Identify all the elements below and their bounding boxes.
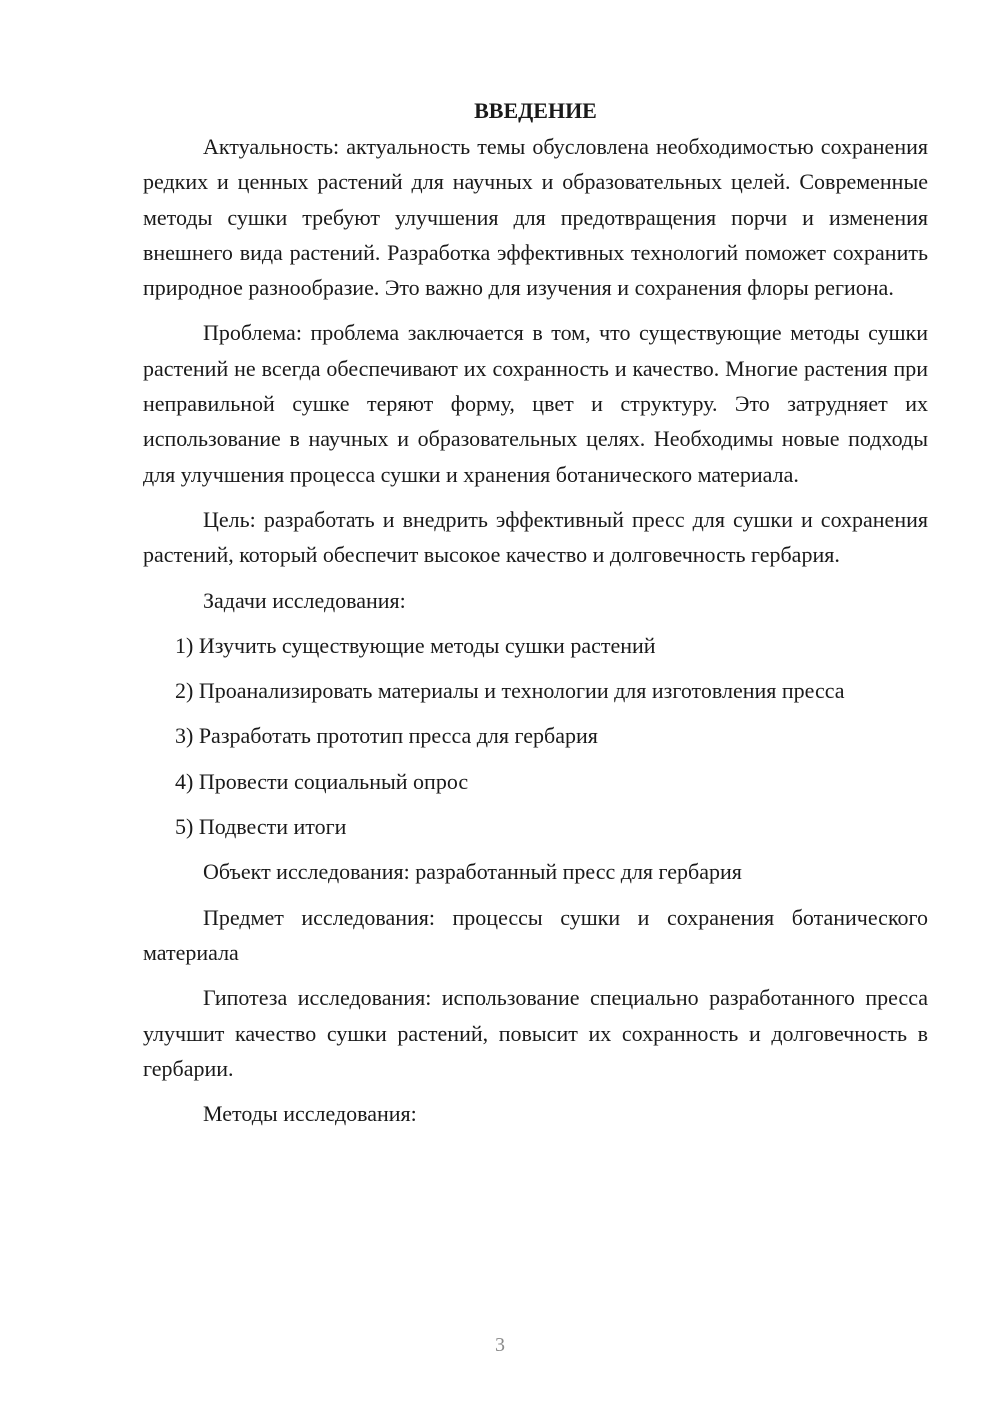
hypothesis-paragraph: Гипотеза исследования: использование специально разработанного пресса улучшит качество сушки растений, повысит их сохранность и долговечность в гербарии. [143,985,928,1081]
methods-heading: Методы исследования: [203,1101,417,1127]
task-item-4: 4) Провести социальный опрос [175,768,469,794]
task-item-3: 3) Разработать прототип пресса для гербария [175,723,598,749]
section-title: ВВЕДЕНИЕ [474,98,597,123]
object-paragraph: Объект исследования: разработанный пресс для гербария [203,859,742,885]
task-item-5: 5) Подвести итоги [175,814,347,840]
page-number: 3 [495,1334,505,1356]
goal-paragraph: Цель: разработать и внедрить эффективный пресс для сушки и сохранения растений, который обеспечит высокое качество и долговечность гербария. [143,506,928,568]
document-page [143,95,928,1141]
tasks-heading: Задачи исследования: [203,587,406,613]
task-item-1: 1) Изучить существующие методы сушки растений [175,632,656,658]
subject-paragraph: Предмет исследования: процессы сушки и сохранения ботанического материала [143,904,928,965]
relevance-paragraph: Актуальность: актуальность темы обусловлена необходимостью сохранения редких и ценных растений для научных и образовательных целей. Современные методы сушки требуют улучшения для предотвращения порчи и изменения внешнего вида растений. Разработка эффективных технологий поможет сохранить природное разнообразие. Это важно для изучения и сохранения флоры региона. [143,134,928,301]
problem-paragraph: Проблема: проблема заключается в том, что существующие методы сушки растений не всегда обеспечивают их сохранность и качество. Многие растения при неправильной сушке теряют форму, цвет и структуру. Это затрудняет их использование в научных и образовательных целях. Необходимы новые подходы для улучшения процесса сушки и хранения ботанического материала. [143,320,928,487]
task-item-2: 2) Проанализировать материалы и технологии для изготовления пресса [175,678,845,704]
